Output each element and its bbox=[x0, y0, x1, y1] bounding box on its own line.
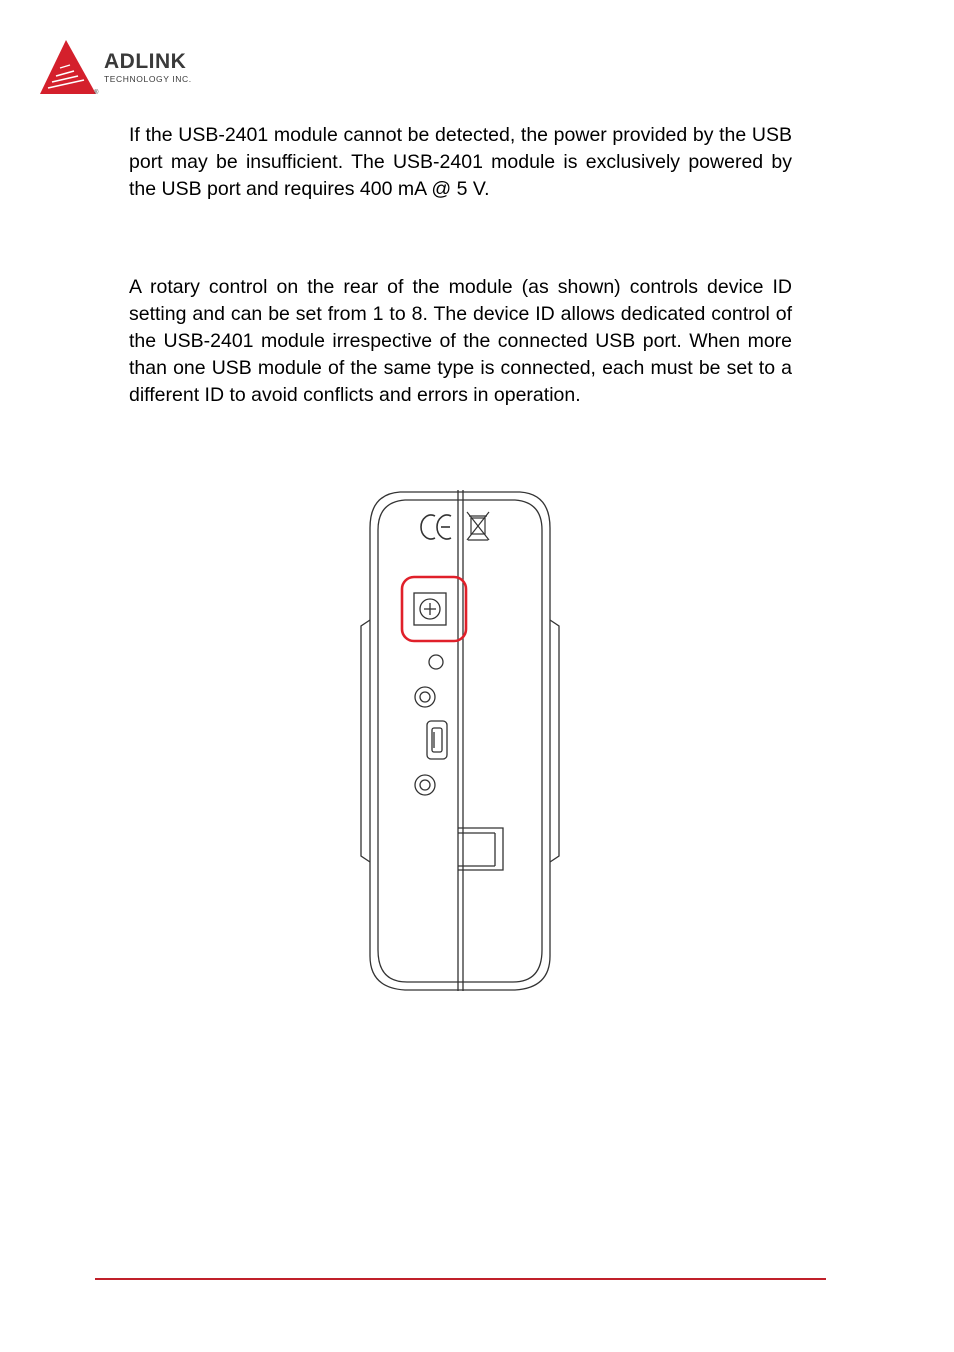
adlink-logo bbox=[38, 38, 238, 100]
audio-jack-icon bbox=[415, 687, 435, 707]
power-note-paragraph: If the USB-2401 module cannot be detected, the power provided by the USB port may be insufficient. The USB-2401 module is exclusively powered by the USB port and requires 400 mA @ 5 V. bbox=[129, 124, 792, 200]
left-grip bbox=[361, 620, 370, 862]
lower-jack-icon bbox=[415, 775, 435, 795]
brand-subtitle: TECHNOLOGY INC. bbox=[104, 74, 192, 84]
module-body-outline bbox=[370, 492, 550, 990]
module-rear-view-figure bbox=[355, 488, 565, 993]
module-body-inner-outline bbox=[378, 500, 542, 982]
device-id-paragraph: A rotary control on the rear of the module (as shown) controls device ID setting and can be set from 1 to 8. The device ID allows dedicated control of the USB-2401 module irrespective of the connected USB port. When more than one USB module of the same type is connected, each must be set to a different ID to avoid conflicts and errors in operation. bbox=[129, 276, 792, 406]
mini-usb-port-icon bbox=[427, 721, 447, 759]
rotary-switch-icon bbox=[414, 593, 446, 625]
right-grip bbox=[550, 620, 559, 862]
registered-mark: ® bbox=[94, 90, 99, 96]
brand-name: ADLINK bbox=[104, 50, 187, 73]
weee-bin-icon bbox=[467, 512, 489, 540]
footer-rule bbox=[95, 1278, 826, 1280]
latch-clip bbox=[458, 828, 503, 870]
led-indicator-icon bbox=[429, 655, 443, 669]
adlink-triangle-logo-icon bbox=[38, 38, 100, 100]
ce-mark-icon bbox=[421, 515, 451, 539]
